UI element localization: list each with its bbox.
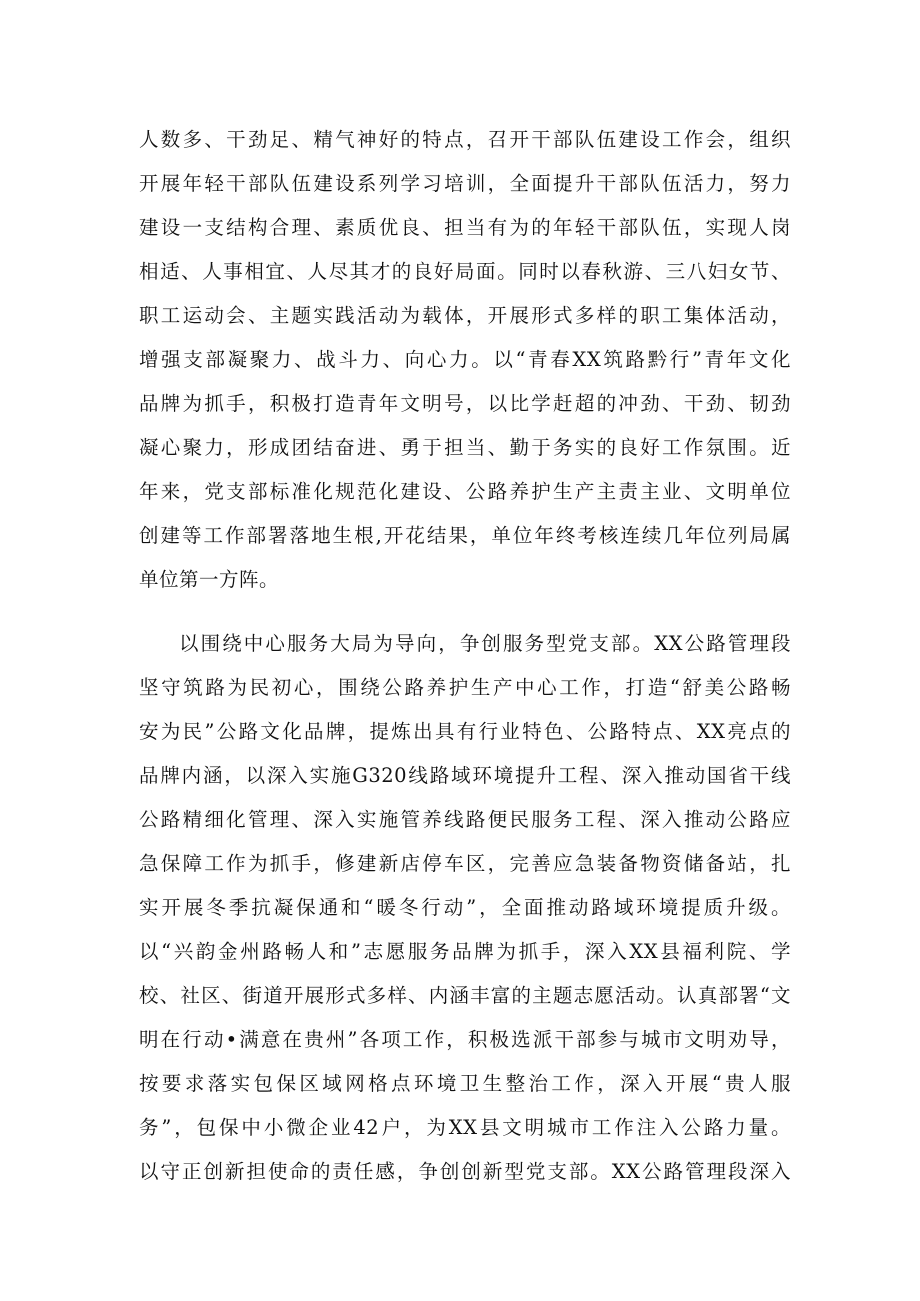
text-line: 校、社区、街道开展形式多样、内涵丰富的主题志愿活动。认真部署“文 xyxy=(139,984,791,1007)
text-line: 品牌为抓手，积极打造青年文明号，以比学赶超的冲劲、干劲、韧劲 xyxy=(139,392,791,415)
text-line: 坚守筑路为民初心，围绕公路养护生产中心工作，打造“舒美公路畅 xyxy=(139,676,791,699)
text-line: 开展年轻干部队伍建设系列学习培训，全面提升干部队伍活力，努力 xyxy=(139,172,791,195)
text-line: 凝心聚力，形成团结奋进、勇于担当、勤于务实的良好工作氛围。近 xyxy=(139,436,791,459)
text-line: 以守正创新担使命的责任感，争创创新型党支部。XX公路管理段深入 xyxy=(139,1160,791,1183)
text-line: 相适、人事相宜、人尽其才的良好局面。同时以春秋游、三八妇女节、 xyxy=(139,260,791,283)
text-line: 按要求落实包保区域网格点环境卫生整治工作，深入开展“贵人服 xyxy=(139,1072,791,1095)
text-line: 明在行动•满意在贵州”各项工作，积极选派干部参与城市文明劝导， xyxy=(139,1028,791,1051)
text-line: 单位第一方阵。 xyxy=(139,568,280,591)
text-line: 品牌内涵，以深入实施G320线路域环境提升工程、深入推动国省干线 xyxy=(139,764,791,787)
text-line: 急保障工作为抓手，修建新店停车区，完善应急装备物资储备站，扎 xyxy=(139,852,791,875)
text-line: 实开展冬季抗凝保通和“暖冬行动”，全面推动路域环境提质升级。 xyxy=(139,896,791,919)
paragraph-1 xyxy=(139,118,791,602)
text-line: 职工运动会、主题实践活动为载体，开展形式多样的职工集体活动， xyxy=(139,304,791,327)
text-line: 创建等工作部署落地生根,开花结果，单位年终考核连续几年位列局属 xyxy=(139,524,791,547)
text-line: 人数多、干劲足、精气神好的特点，召开干部队伍建设工作会，组织 xyxy=(139,128,791,151)
text-line: 安为民”公路文化品牌，提炼出具有行业特色、公路特点、XX亮点的 xyxy=(139,720,791,743)
text-line: 以“兴韵金州路畅人和”志愿服务品牌为抓手，深入XX县福利院、学 xyxy=(139,940,791,963)
text-line: 建设一支结构合理、素质优良、担当有为的年轻干部队伍，实现人岗 xyxy=(139,216,791,239)
text-line: 公路精细化管理、深入实施管养线路便民服务工程、深入推动公路应 xyxy=(139,808,791,831)
text-line: 务”，包保中小微企业42户，为XX县文明城市工作注入公路力量。 xyxy=(139,1116,791,1139)
text-line: 年来，党支部标准化规范化建设、公路养护生产主责主业、文明单位 xyxy=(139,480,791,503)
document-body xyxy=(139,118,791,1194)
paragraph-2 xyxy=(139,622,791,1194)
text-line: 增强支部凝聚力、战斗力、向心力。以“青春XX筑路黔行”青年文化 xyxy=(139,348,791,371)
text-line: 以围绕中心服务大局为导向，争创服务型党支部。XX公路管理段 xyxy=(179,632,791,655)
paragraph-gap xyxy=(139,602,791,622)
